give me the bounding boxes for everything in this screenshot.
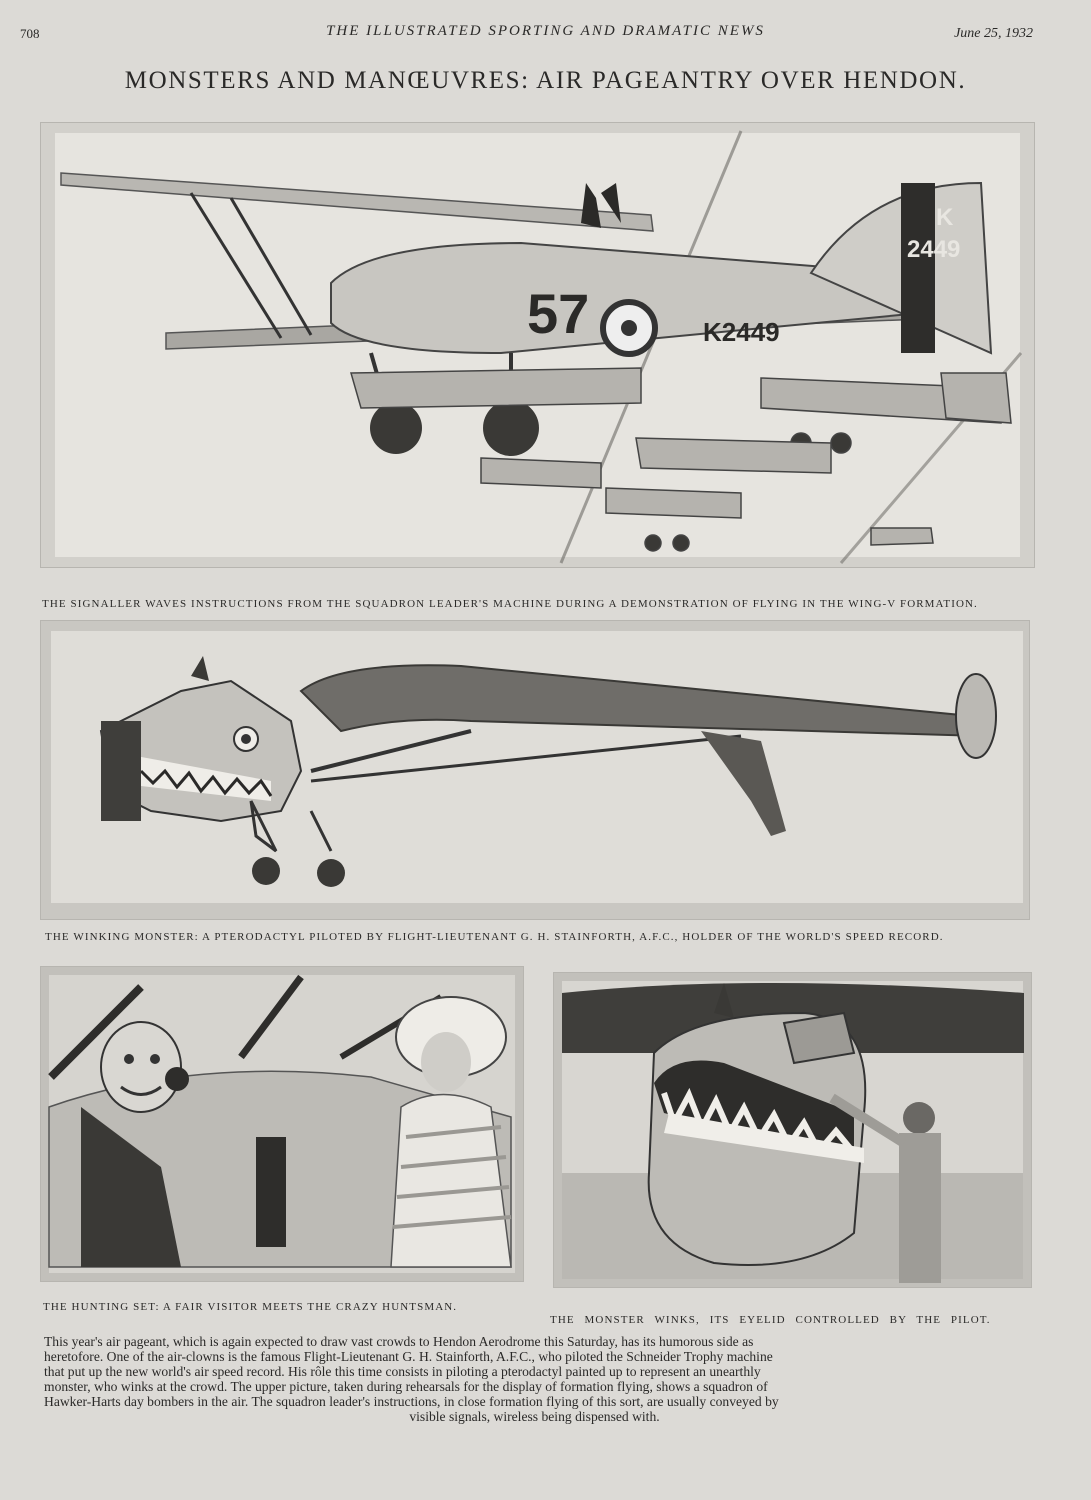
formation-caption: THE SIGNALLER WAVES INSTRUCTIONS FROM THE SQUADRON LEADER'S MACHINE DURING A DEMONSTRATION OF FLYING IN THE WING-V FORMATION. bbox=[42, 598, 978, 610]
hunting-set-photo bbox=[40, 966, 524, 1282]
issue-date: June 25, 1932 bbox=[954, 26, 1033, 41]
page-number: 708 bbox=[20, 26, 40, 41]
pterodactyl-caption: THE WINKING MONSTER: A PTERODACTYL PILOTED BY FLIGHT-LIEUTENANT G. H. STAINFORTH, A.F.C., HOLDER OF THE WORLD'S SPEED RECORD. bbox=[45, 931, 944, 943]
body-line: This year's air pageant, which is again expected to draw vast crowds to Hendon Aerodrome this Saturday, has its humorous side as bbox=[44, 1334, 754, 1349]
tail-number: 2449 bbox=[907, 236, 961, 263]
monster-winks-photo bbox=[553, 972, 1032, 1288]
marking-serial: K2449 bbox=[703, 317, 780, 347]
headline: MONSTERS AND MANŒUVRES: AIR PAGEANTRY OVER HENDON. bbox=[124, 67, 967, 94]
monster-winks-caption: THE MONSTER WINKS, ITS EYELID CONTROLLED BY THE PILOT. bbox=[550, 1314, 991, 1326]
woman-visitor-figure bbox=[391, 997, 511, 1267]
body-line: visible signals, wireless being dispensed with. bbox=[409, 1409, 660, 1424]
formation-photo bbox=[40, 122, 1035, 568]
publication-title: THE ILLUSTRATED SPORTING AND DRAMATIC NEWS bbox=[326, 23, 765, 39]
page-header bbox=[0, 22, 1091, 44]
tail-letter: K bbox=[936, 204, 954, 231]
body-line: that put up the new world's air speed record. His rôle this time consists in piloting a pterodactyl painted up to represent an unearthly bbox=[44, 1364, 761, 1379]
article-body bbox=[44, 1334, 1025, 1424]
marking-number: 57 bbox=[527, 282, 590, 345]
body-line: heretofore. One of the air-clowns is the famous Flight-Lieutenant G. H. Stainforth, A.F.C., who piloted the Schneider Trophy machine bbox=[44, 1349, 773, 1364]
body-line: Hawker-Harts day bombers in the air. The squadron leader's instructions, in close formation flying of this sort, are usually conveyed by bbox=[44, 1394, 779, 1409]
body-line: monster, who winks at the crowd. The upper picture, taken during rehearsals for the display of formation flying, shows a squadron of bbox=[44, 1379, 768, 1394]
pterodactyl-photo bbox=[40, 620, 1030, 920]
hunting-set-caption: THE HUNTING SET: A FAIR VISITOR MEETS THE CRAZY HUNTSMAN. bbox=[43, 1301, 458, 1313]
